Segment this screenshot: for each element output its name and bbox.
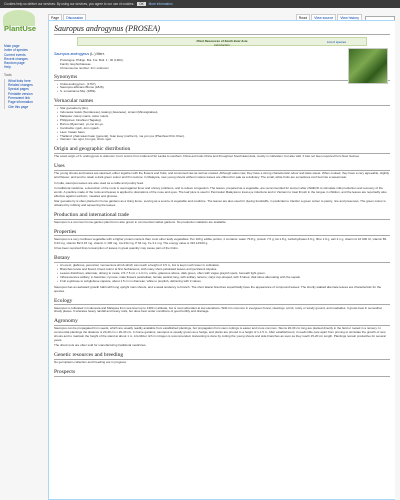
cookie-notice: [0, 0, 400, 8]
sidebar-tool-cite-this-page[interactable]: Cite this page: [8, 104, 29, 109]
origin-text: The exact origin of S. androgynus is unknown, but it occurs from India and Sri Lanka to southern China and Indo-China and throughout South-East Asia, mostly in cultivation, but also wild. It has not been reported from New Guinea.: [54, 154, 360, 159]
tab-view-source[interactable]: View source: [311, 14, 336, 21]
botany-text: Sauropus has an awkward growth habit with long upright main shoots, and a weak tendency to branch. The short lateral branches superficially have the appearance of compound leaves. The shortly stalked alternate leaves are characteristic for the species.: [54, 284, 382, 293]
banner-introduction-link[interactable]: Introduction: [214, 42, 230, 47]
botany-item: • Fruit a globose to subglobose capsule, about 1.5 cm in diameter, white to purplish, dehiscing with 3 valves.: [57, 280, 390, 284]
origin-heading: Origin and geographic distribution: [54, 146, 390, 154]
taxon-meta: [54, 58, 390, 70]
synonym-item: • S. sumatranus Miq. (1869).: [57, 90, 390, 94]
agronomy-paragraph: The dried roots are often sold for manufacturing traditional medicines.: [54, 343, 147, 348]
prosea-banner: [77, 37, 367, 46]
properties-paragraph: It has been reported that consumption of leaves in great quantity may cause pain of the limbs.: [54, 246, 179, 251]
sidebar-tools-heading: Tools: [4, 72, 12, 77]
tab-page[interactable]: Page: [48, 14, 62, 21]
sidebar-tool-special-pages[interactable]: Special pages: [8, 87, 29, 92]
protologue: Protologue: Philipp. Bur. For. Bull. 1 : 30 (1903).: [60, 57, 124, 62]
sidebar-item-random-page[interactable]: Random page: [4, 61, 25, 66]
logo-text: PlantUse: [4, 24, 37, 33]
vernacular-item: • Burma (Myanmar): yo-mo kin-yo.: [57, 123, 390, 127]
genetic-text: No germplasm collection and breeding are in progress.: [54, 360, 127, 365]
sidebar-item-index-of-species[interactable]: Index of species: [4, 48, 28, 53]
production-heading: Production and international trade: [54, 212, 390, 220]
synonyms-list: [54, 83, 390, 95]
plant-photo[interactable]: [348, 48, 388, 84]
sidebar-tool-printable-version[interactable]: Printable version: [8, 91, 33, 96]
botany-item: • Inflorescences axillary, in fascicles, cymose; male flowers pedicellate; female pedicel long, with axillary raceme; calyx cup-shaped, with 6 lobes; disk lobes alternating with the sepals.: [57, 276, 390, 280]
cookie-more-link[interactable]: More information: [148, 2, 173, 6]
family: Family: Euphorbiaceae: [60, 61, 91, 66]
vernacular-item: • Cambodia: ngub, dom ngaob.: [57, 127, 390, 131]
ecology-heading: Ecology: [54, 298, 390, 306]
sidebar-item-help[interactable]: Help: [4, 65, 11, 70]
sidebar-tool-what-links-here[interactable]: What links here: [8, 78, 31, 83]
vernacular-item: • Vietnam: rau ngot, bù ngot, chùm ngot.: [57, 138, 390, 142]
vernacular-item: • Philippines: binahian (Tagalog).: [57, 119, 390, 123]
prospects-heading: Prospects: [54, 369, 390, 377]
sidebar: [4, 44, 46, 109]
uses-paragraph: The young shoots and leaves are steamed, either together with the flowers and fruits, and consumed raw as well as cooked. Although eaten raw, they have a strong characteristic odour and taste sweet. When cooked, they have a very agreeable, slightly acid flavour, and tend to retain a dark green colour and firm texture. In Malaysia, new young shoots without mature leaves are offered for sale as a delicacy. The small, white fruits are sometimes conf ited into a sweetmeat.: [54, 171, 390, 180]
uses-heading: Uses: [54, 163, 390, 171]
botany-item: • An erect, glabrous, perennial, monoecious shrub which can reach a height of 3.5 m, but is kept much lower in cultivation.: [57, 264, 390, 268]
botany-heading: Botany: [54, 255, 390, 263]
sidebar-item-recent-changes[interactable]: Recent changes: [4, 56, 28, 61]
synonym-item: • Clutia androgyna L. (1767),: [57, 83, 390, 87]
synonyms-heading: Synonyms: [54, 74, 390, 82]
vernacular-item: • Laos: hwaan baan.: [57, 131, 390, 135]
main-content: [48, 20, 395, 500]
sidebar-tool-page-information[interactable]: Page information: [8, 100, 33, 105]
vernacular-item: • Indonesia: katuk (Sundanese), katang (Javanese), simani (Minangkabau).: [57, 111, 390, 115]
tab-view-history[interactable]: View history: [337, 14, 362, 21]
banner-title[interactable]: Plant Resources of South-East Asia: [196, 38, 248, 43]
vernacular-heading: Vernacular names: [54, 98, 390, 106]
production-text: Sauropus is a common home-garden plant but is also grown in commercial market gardens. No production statistics are available.: [54, 220, 227, 225]
ecology-text: Sauropus is cultivated in Indonesia and Malaysia from sea level up to 1300 m altitude, but is most abundant at low elevations. Wild it is common in evergreen forest, clearings, scrub, rocky or sandy ground, and roadsides. It grows best in somewhat shady places. It tolerates heavy rainfall and heavy soils, but does best under conditions of good fertility and drainage.: [54, 305, 382, 314]
uses-paragraph: In traditional medicine, a decoction of the roots is used against fever and urinary problems, and to relieve congestion. The leaves, prepared as a vegetable, are recommended for women after childbirth to stimulate milk production and recovery of the womb. A poultice made of the roots and leaves is applied to ulcerations of the nose and eyes. The leaf juice is used in Peninsular Malaysia to treat eye infections and in Vietnam to treat thrush in the tongue in children, and the leaves are reportedly also effective against sunburn, measles and glucose.: [54, 186, 387, 198]
agronomy-heading: Agronomy: [54, 318, 390, 326]
tab-discussion[interactable]: Discussion: [63, 14, 86, 21]
sidebar-item-current-events[interactable]: Current events: [4, 52, 26, 57]
page-title: Sauropus androgynus (PROSEA): [54, 24, 390, 35]
scientific-name: Sauropus androgynus (L.) Merr.: [54, 52, 105, 56]
uses-paragraph: Star gooseberry is often planted in home gardens as a living fence, serving as a source of vegetable and medicine. The leaves are also used for dyeing foodstuffs, in particular to transfer a green colour to pastry, rice and preserves. The green colour is obtained by rubbing and squeezing the leaves.: [54, 199, 386, 208]
agronomy-paragraph: Sauropus can be propagated from seeds, which are usually readily available from established plantings, but propagation from stem cuttings is easier and more common. Stems 20-30 cm long are planted directly in the field or rooted in a nursery. In commercial plantings the distance is 20-40 cm x 20-40 cm. In home gardens, sauropus is usually grown as a hedge, and plants are pruned to a height of 1-1.5 m. After establishment, it needs little care apart from pruning to stimulate the growth of new shoots and to maintain the height of the stand at about 1 m. A fertilizer rich in nitrogen is recommended. Harvesting is done by cutting the young shoots and side branches as soon as they reach 15-20 cm length. Plantings remain productive for several years.: [54, 326, 386, 343]
vernacular-list: [54, 107, 390, 142]
sidebar-tool-permanent-link[interactable]: Permanent link: [8, 95, 30, 100]
agronomy-text: [54, 327, 390, 348]
uses-text: [54, 172, 390, 208]
vernacular-item: • Star gooseberry (En).: [57, 107, 390, 111]
properties-paragraph: Sauropus is a very nutritious vegetable with a higher protein content than most other leafy vegetables. Per 100 g edible portion, it contains: water 79.8 g, protein 7.6 g, fat 1.8 g, carbohydrates 6.9 g, fibre 1.9 g, ash 2.1 g, vitamin A 10 000 IU, vitamin B1 0.23 mg, vitamin B2 0.15 mg, vitamin C 136 mg, Ca 234 mg, P 64 mg, Fe 3.1 mg. The energy value is 310 kJ/100 g.: [54, 236, 387, 245]
sidebar-tool-related-changes[interactable]: Related changes: [8, 83, 33, 88]
botany-item: • Branches terete and flexed, blood colour at first herbaceous, with many short-petiolated leaves and persistent stipules.: [57, 268, 390, 272]
vernacular-item: • Malaysia: cekup manis, cekur manis.: [57, 115, 390, 119]
cookie-ok-button[interactable]: OK: [139, 2, 144, 6]
chromosome-number: Chromosome number: 2n= unknown: [60, 65, 109, 70]
synonym-item: • Sauropus albicans Blume (1826),: [57, 86, 390, 90]
properties-heading: Properties: [54, 229, 390, 237]
tab-read[interactable]: Read: [296, 14, 310, 21]
uses-paragraph: In India, sauropus leaves are also used as a cattle and poultry feed.: [54, 180, 144, 185]
sidebar-item-main-page[interactable]: Main page: [4, 44, 20, 48]
genetic-heading: Genetic resources and breeding: [54, 352, 390, 360]
vernacular-item: • Thailand: phak waan baan (general), hvan kuay (northern), ma yom pa (Phanhuai Khin Khen).: [57, 135, 390, 139]
botany-item: • Leaves distichous, alternate, oblong to ovate, 2.5-7.5 cm x 1-3 cm, entire, glaucous above, dark green, often with vague grayish spots, beneath light green.: [57, 272, 390, 276]
site-logo[interactable]: [3, 10, 37, 38]
cookie-text: Cookies help us deliver our services. By using our services, you agree to our use of cookies.: [4, 2, 135, 6]
properties-text: [54, 238, 390, 251]
botany-list: [54, 264, 390, 284]
banner-species-link[interactable]: List of species: [326, 40, 346, 44]
